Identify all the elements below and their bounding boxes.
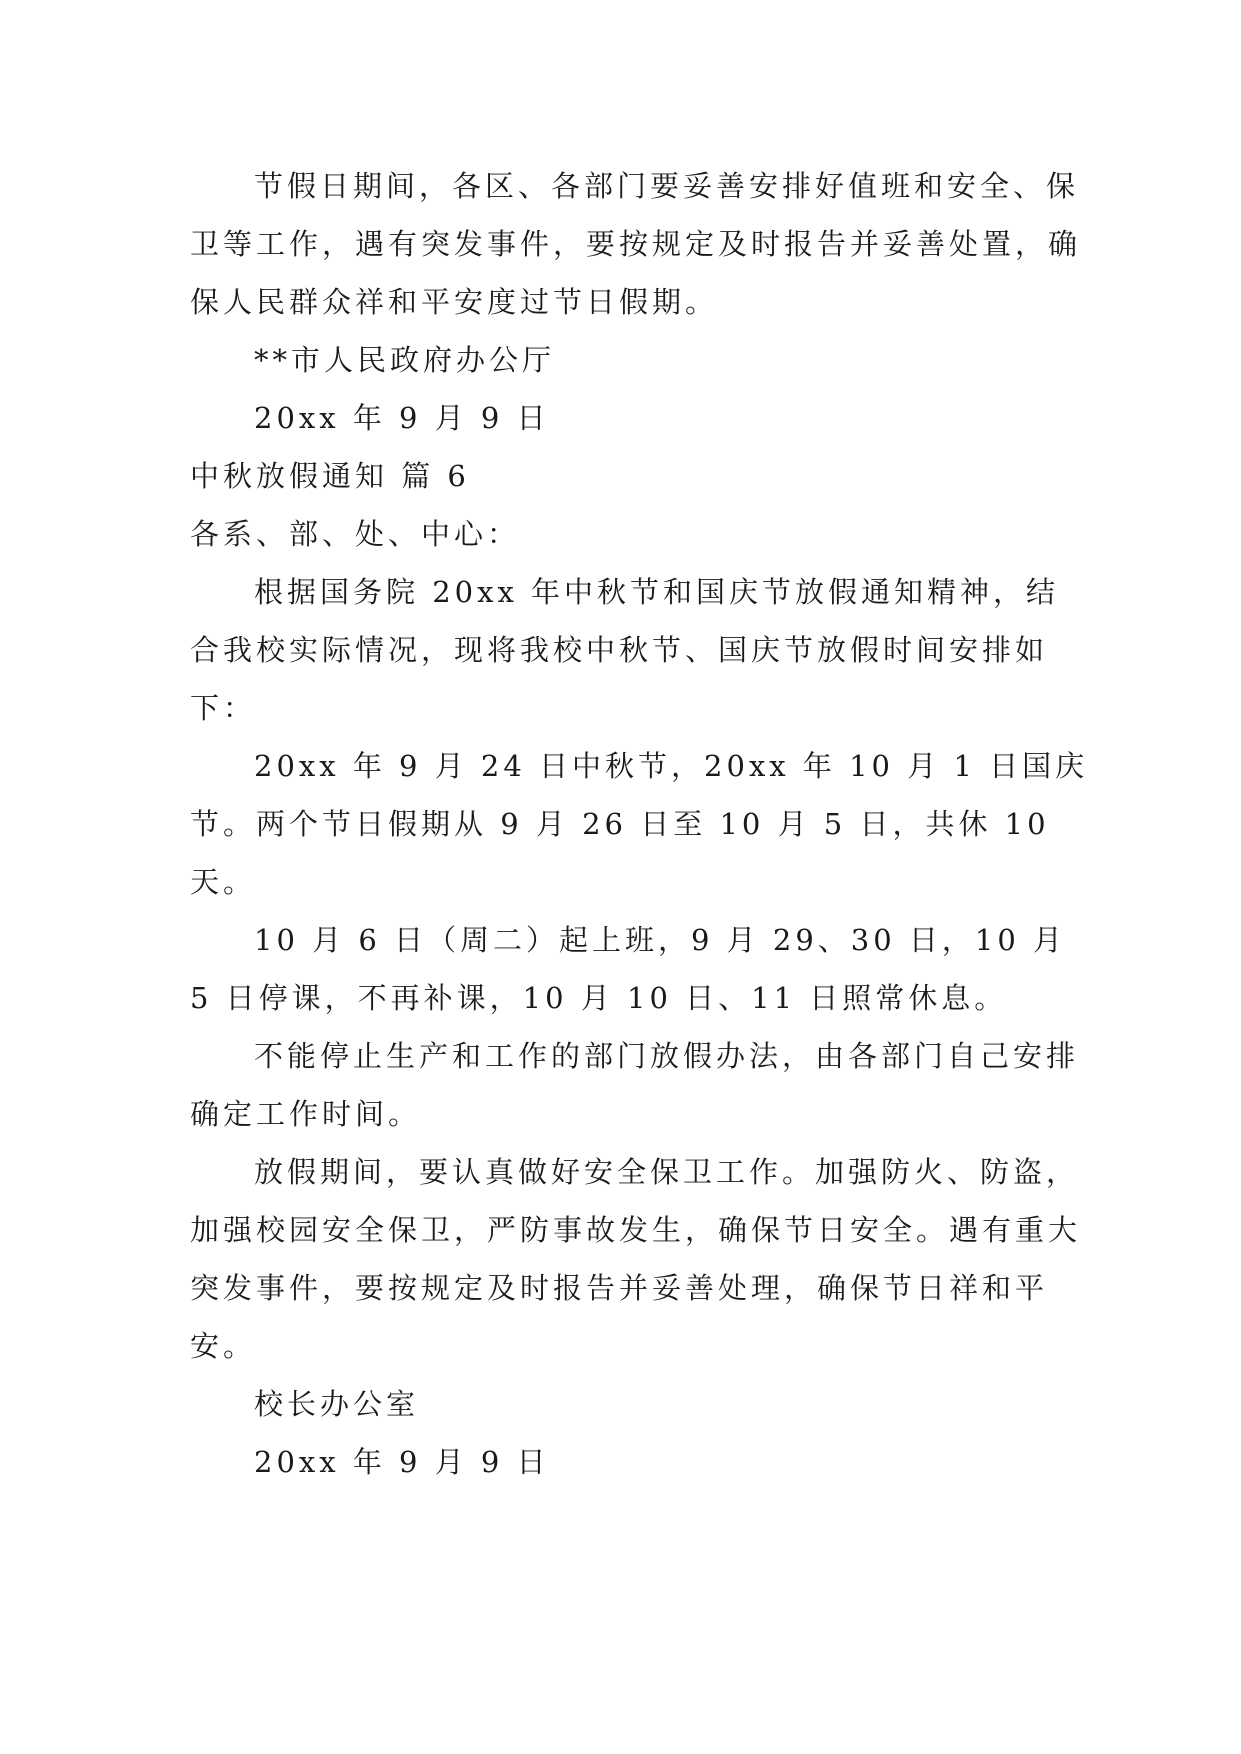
signature-date-2: 20xx 年 9 月 9 日 bbox=[254, 1445, 550, 1479]
paragraph-safety: 放假期间，要认真做好安全保卫工作。加强防火、防盗，加强校园安全保卫，严防事故发生，确保节日安全。遇有重大突发事件，要按规定及时报告并妥善处理，确保节日祥和平安。 bbox=[190, 1155, 1082, 1363]
paragraph-holiday-dates: 20xx 年 9 月 24 日中秋节，20xx 年 10 月 1 日国庆节。两个节日假期从 9 月 26 日至 10 月 5 日，共休 10 天。 bbox=[190, 749, 1089, 899]
signature-date-1: 20xx 年 9 月 9 日 bbox=[254, 401, 550, 435]
section-title: 中秋放假通知 篇 6 bbox=[190, 459, 470, 493]
paragraph-holiday-duty: 节假日期间，各区、各部门要妥善安排好值班和安全、保卫等工作，遇有突发事件，要按规定及时报告并妥善处置，确保人民群众祥和平安度过节日假期。 bbox=[190, 169, 1082, 319]
salutation: 各系、部、处、中心： bbox=[190, 517, 521, 551]
paragraph-work-resume: 10 月 6 日（周二）起上班，9 月 29、30 日，10 月 5 日停课，不再补课，10 月 10 日、11 日照常休息。 bbox=[190, 923, 1067, 1015]
signature-city-office: **市人民政府办公厅 bbox=[254, 343, 556, 377]
document-body bbox=[190, 157, 1090, 1491]
paragraph-department-arrangement: 不能停止生产和工作的部门放假办法，由各部门自己安排确定工作时间。 bbox=[190, 1039, 1080, 1131]
signature-principal-office: 校长办公室 bbox=[254, 1387, 420, 1421]
paragraph-intro: 根据国务院 20xx 年中秋节和国庆节放假通知精神，结合我校实际情况，现将我校中秋节、国庆节放假时间安排如下： bbox=[190, 575, 1060, 725]
